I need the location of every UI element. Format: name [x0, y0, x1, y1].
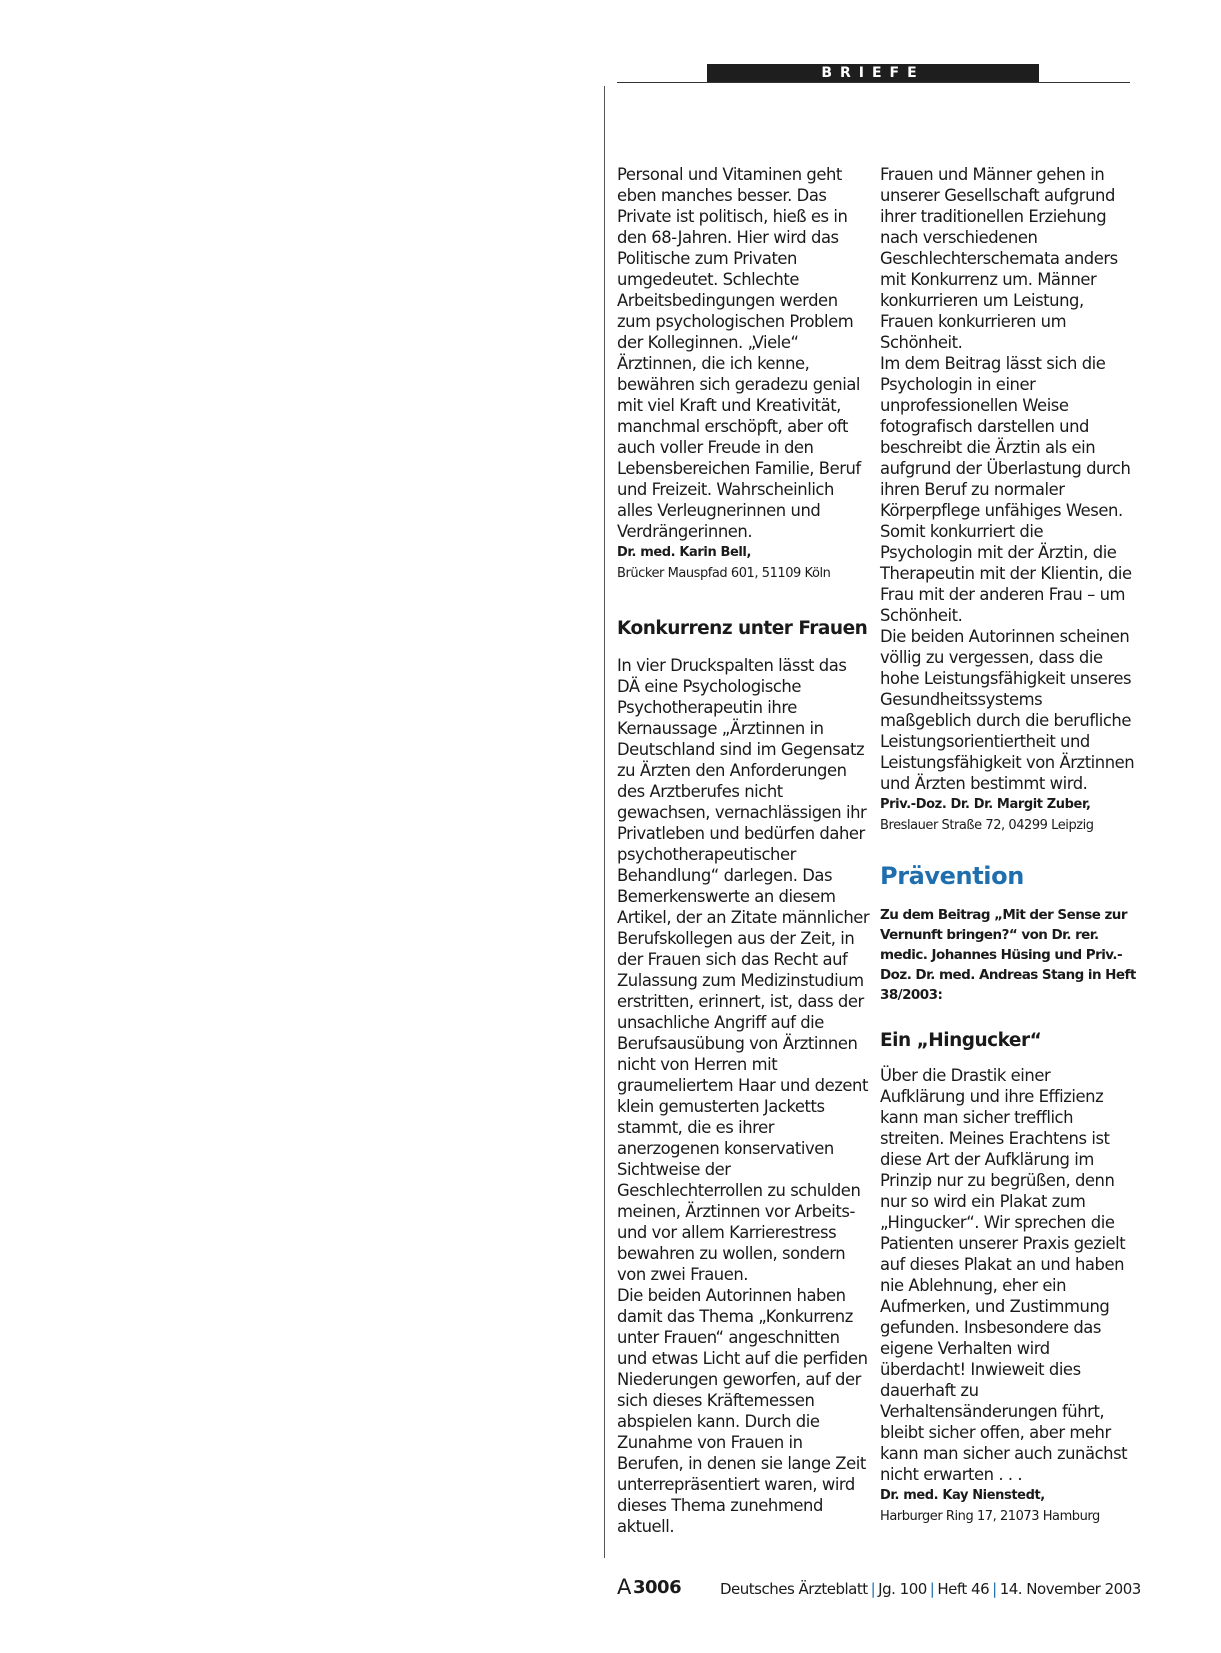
separator: | [870, 1580, 876, 1598]
article-reference: Zu dem Beitrag „Mit der Sense zur Vernunft bringen?“ von Dr. rer. medic. Johannes Hüsing und Priv.-Doz. Dr. med. Andreas Stang in Heft 38/2003: [880, 907, 1136, 1003]
author-name: Priv.-Doz. Dr. Dr. Margit Zuber, [880, 797, 1091, 812]
author-address: Brücker Mauspfad 601, 51109 Köln [617, 566, 831, 581]
separator: | [929, 1580, 935, 1598]
letter-heading: Ein „Hingucker“ [880, 1030, 1042, 1051]
right-column [880, 164, 1136, 1527]
letter-heading: Konkurrenz unter Frauen [617, 618, 868, 639]
separator: | [992, 1580, 997, 1598]
author-address: Harburger Ring 17, 21073 Hamburg [880, 1509, 1100, 1524]
author-name: Dr. med. Karin Bell, [617, 545, 752, 560]
column-divider [604, 86, 605, 1558]
page-prefix: A [617, 1575, 631, 1599]
section-title: BRIEFE [821, 65, 925, 81]
letter-paragraph: Frauen und Männer gehen in unserer Gesellschaft aufgrund ihrer traditionellen Erziehung nach verschiedenen Geschlechterschemata anders mit Konkurrenz um. Männer konkurrieren um Leistung, Frauen konkurrieren um Schönheit. [880, 165, 1118, 352]
section-header-band [707, 64, 1039, 82]
author-address: Breslauer Straße 72, 04299 Leipzig [880, 818, 1094, 833]
journal-info [720, 1580, 1141, 1598]
letter-paragraph: In vier Druckspalten lässt das DÄ eine Psychologische Psychotherapeutin ihre Kernaussage „Ärztinnen in Deutschland sind im Gegensatz zu Ärzten den Anforderungen des Arztberufes nicht gewachsen, vernachlässigen ihr Privatleben und bedürfen daher psychotherapeutischer Behandlung“ darlegen. Das Bemerkenswerte an diesem Artikel, der an Zitate männlicher Berufskollegen aus der Zeit, in der Frauen sich das Recht auf Zulassung zum Medizinstudium erstritten, erinnert, ist, dass der unsachliche Angriff auf die Berufsausübung von Ärztinnen nicht von Herren mit graumeliertem Haar und dezent klein gemusterten Jacketts stammt, die es ihrer anerzogenen konservativen Sichtweise der Geschlechterrollen zu schulden meinen, Ärztinnen vor Arbeits- und vor allem Karrierestress bewahren zu wollen, sondern von zwei Frauen. [617, 656, 870, 1284]
letter-paragraph: Im dem Beitrag lässt sich die Psychologin in einer unprofessionellen Weise fotografisch darstellen und beschreibt die Ärztin als ein aufgrund der Überlastung durch ihren Beruf zu normaler Körperpflege unfähiges Wesen. Somit konkurriert die Psychologin mit der Ärztin, die Therapeutin mit der Klientin, die Frau mit der anderen Frau – um Schönheit. [880, 354, 1132, 625]
journal-name: Deutsches Ärzteblatt [720, 1580, 868, 1598]
letter-paragraph: Die beiden Autorinnen scheinen völlig zu vergessen, dass die hohe Leistungsfähigkeit unseres Gesundheitssystems maßgeblich durch die berufliche Leistungsorientiertheit und Leistungsfähigkeit von Ärztinnen und Ärzten bestimmt wird. [880, 627, 1135, 793]
letter-text: Über die Drastik einer Aufklärung und ihre Effizienz kann man sicher trefflich streiten. Meines Erachtens ist diese Art der Aufklärung im Prinzip nur zu begrüßen, denn nur so wird ein Plakat zum „Hingucker“. Wir sprechen die Patienten unserer Praxis gezielt auf dieses Plakat an und haben nie Ablehnung, eher ein Aufmerken, und Zustimmung gefunden. Insbesondere das eigene Verhalten wird überdacht! Inwieweit dies dauerhaft zu Verhaltensänderungen führt, bleibt sicher offen, aber mehr kann man sicher auch zunächst nicht erwarten . . . [880, 1066, 1128, 1484]
author-name: Dr. med. Kay Nienstedt, [880, 1488, 1045, 1503]
page-number: 3006 [633, 1577, 682, 1598]
section-heading: Prävention [880, 862, 1024, 890]
journal-date: 14. November 2003 [999, 1580, 1141, 1598]
letter-paragraph: Die beiden Autorinnen haben damit das Thema „Konkurrenz unter Frauen“ angeschnitten und etwas Licht auf die perfiden Niederungen geworfen, auf der sich dieses Kräftemessen abspielen kann. Durch die Zunahme von Frauen in Berufen, in denen sie lange Zeit unterrepräsentiert waren, wird dieses Thema zunehmend aktuell. [617, 1286, 868, 1536]
journal-issue: Heft 46 [937, 1580, 990, 1598]
letter-text: Personal und Vitaminen geht eben manches besser. Das Private ist politisch, hieß es in den 68-Jahren. Hier wird das Politische zum Privaten umgedeutet. Schlechte Arbeitsbedingungen werden zum psychologischen Problem der Kolleginnen. „Viele“ Ärztinnen, die ich kenne, bewähren sich geradezu genial mit viel Kraft und Kreativität, manchmal erschöpft, aber oft auch voller Freude in den Lebensbereichen Familie, Beruf und Freizeit. Wahrscheinlich alles Verleugnerinnen und Verdrängerinnen. [617, 165, 861, 541]
left-column [617, 164, 873, 1537]
header-rule [617, 82, 1130, 83]
journal-volume: Jg. 100 [878, 1580, 927, 1598]
page-footer [617, 1575, 1141, 1601]
